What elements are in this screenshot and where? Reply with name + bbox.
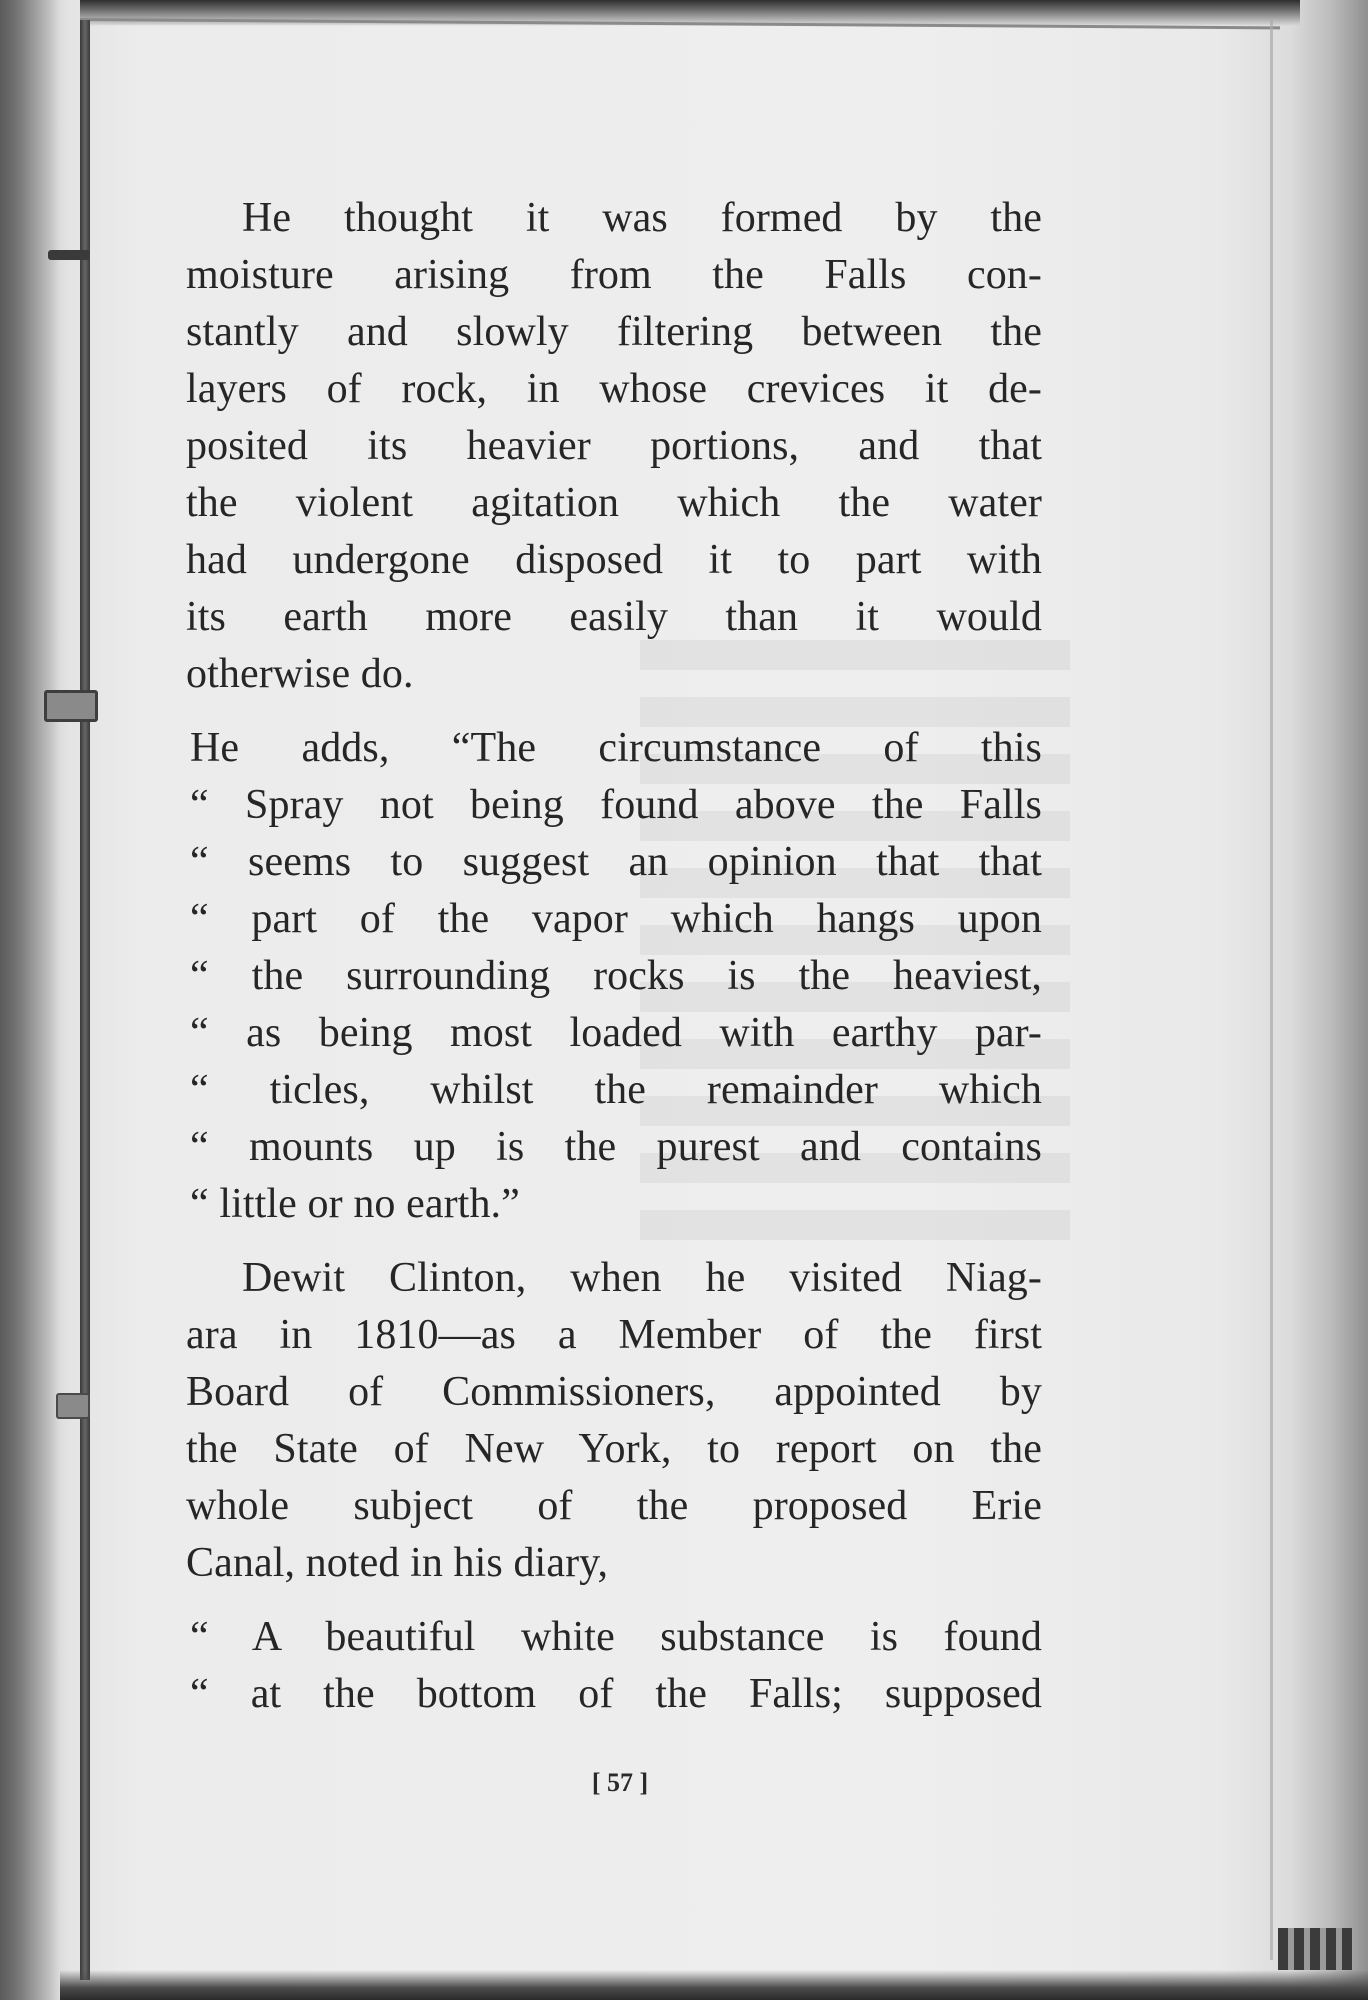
text-line: He adds, “The circumstance of this bbox=[190, 725, 1042, 771]
text-line: its earth more easily than it would bbox=[186, 594, 1042, 640]
page-bottom-edge bbox=[60, 1970, 1368, 2000]
text-line: He thought it was formed by the bbox=[242, 195, 1042, 241]
text-line: posited its heavier portions, and that bbox=[186, 423, 1042, 469]
text-line: otherwise do. bbox=[186, 651, 414, 697]
body-text bbox=[186, 190, 1042, 1740]
text-line: “ seems to suggest an opinion that that bbox=[190, 839, 1042, 885]
binding-shadow bbox=[0, 0, 60, 2000]
text-line: “ at the bottom of the Falls; supposed bbox=[190, 1671, 1042, 1717]
binding-spine bbox=[80, 20, 90, 1980]
page-right-edge bbox=[1270, 20, 1273, 1960]
text-line: layers of rock, in whose crevices it de- bbox=[186, 366, 1042, 412]
paragraph-1 bbox=[186, 190, 1042, 703]
text-line: “ part of the vapor which hangs upon bbox=[190, 896, 1042, 942]
text-line: “ mounts up is the purest and contains bbox=[190, 1124, 1042, 1170]
text-line: “ the surrounding rocks is the heaviest, bbox=[190, 953, 1042, 999]
text-line: ara in 1810—as a Member of the first bbox=[186, 1312, 1042, 1358]
text-line: stantly and slowly filtering between the bbox=[186, 309, 1042, 355]
text-line: Canal, noted in his diary, bbox=[186, 1540, 609, 1586]
text-line: the violent agitation which the water bbox=[186, 480, 1042, 526]
text-line: the State of New York, to report on the bbox=[186, 1426, 1042, 1472]
text-line: “ A beautiful white substance is found bbox=[190, 1614, 1042, 1660]
binding-stitch bbox=[44, 690, 98, 722]
text-line: “ as being most loaded with earthy par- bbox=[190, 1010, 1042, 1056]
binding-stitch bbox=[56, 1393, 90, 1419]
text-line: moisture arising from the Falls con- bbox=[186, 252, 1042, 298]
binding-stitch bbox=[48, 250, 90, 260]
text-line: whole subject of the proposed Erie bbox=[186, 1483, 1042, 1529]
text-line: Board of Commissioners, appointed by bbox=[186, 1369, 1042, 1415]
paragraph-2 bbox=[186, 720, 1042, 1233]
paragraph-3 bbox=[186, 1250, 1042, 1592]
page-corner-mark bbox=[1278, 1928, 1352, 1970]
page-number: [ 57 ] bbox=[591, 1768, 649, 1797]
text-line: Dewit Clinton, when he visited Niag- bbox=[242, 1255, 1042, 1301]
text-line: “ Spray not being found above the Falls bbox=[190, 782, 1042, 828]
paragraph-4 bbox=[186, 1609, 1042, 1723]
text-line: had undergone disposed it to part with bbox=[186, 537, 1042, 583]
text-line: “ little or no earth.” bbox=[190, 1181, 520, 1227]
text-line: “ ticles, whilst the remainder which bbox=[190, 1067, 1042, 1113]
